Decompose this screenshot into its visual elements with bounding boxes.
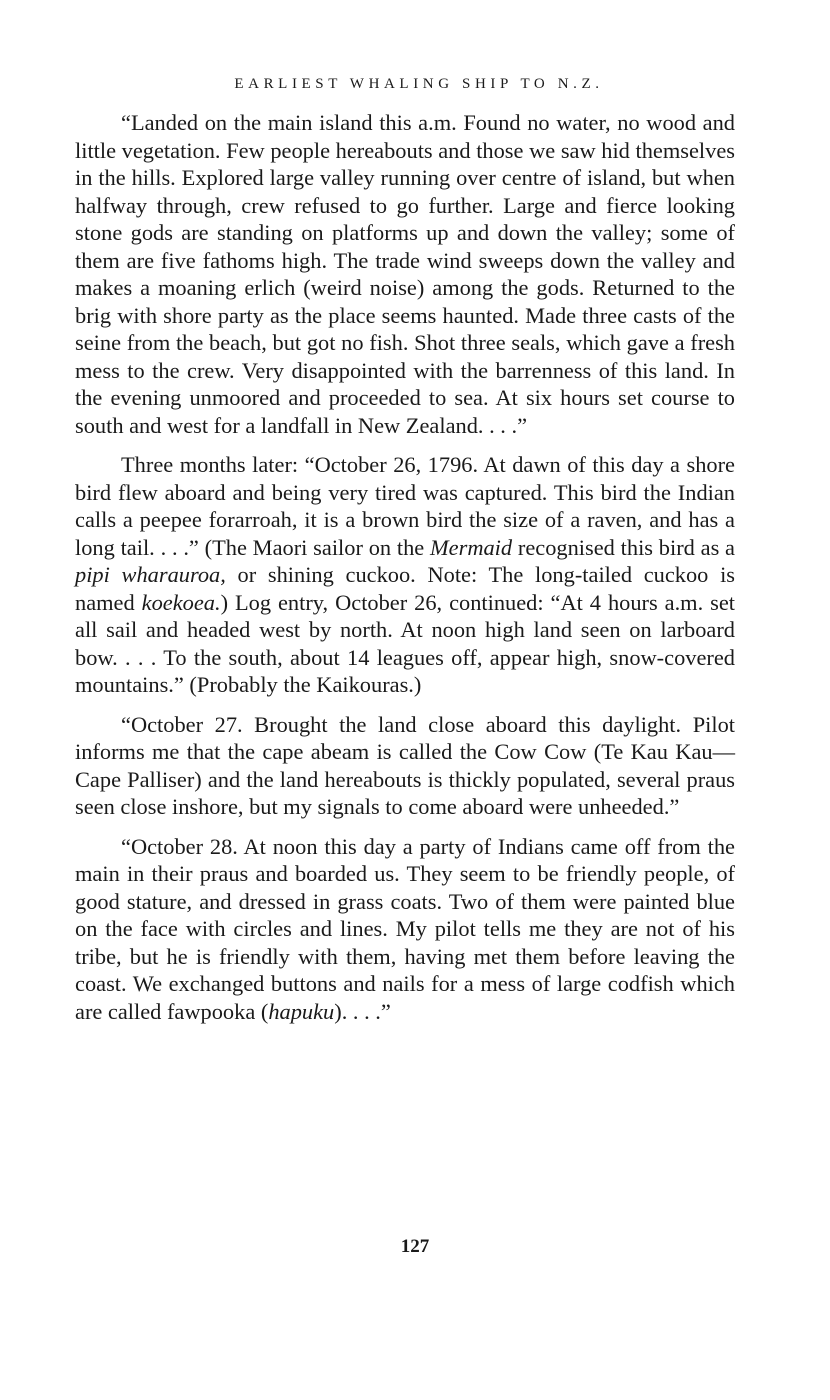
paragraph-1-text: “Landed on the main island this a.m. Found no water, no wood and little vegetation. Few people hereabouts and those we saw hid themselves in the hills. Explored large valley running over centre of island, but when halfway through, crew refused to go further. Large and fierce looking stone gods are standing on platforms up and down the valley; some of them are five fathoms high. The trade wind sweeps down the valley and makes a moaning erlich (weird noise) among the gods. Returned to the brig with shore party as the place seems haunted. Made three casts of the seine from the beach, but got no fish. Shot three seals, which gave a fresh mess to the crew. Very disappointed with the barrenness of this land. In the evening unmoored and proceeded to sea. At six hours set course to south and west for a landfall in New Zealand. . . .” <box>75 110 735 438</box>
paragraph-3-text: “October 27. Brought the land close aboard this daylight. Pilot informs me that the cape abeam is called the Cow Cow (Te Kau Kau—Cape Palliser) and the land hereabouts is thickly populated, several praus seen close inshore, but my signals to come aboard were unheeded.” <box>75 711 735 819</box>
paragraph-4-text-a: “October 28. At noon this day a party of Indians came off from the main in their praus and boarded us. They seem to be friendly people, of good stature, and dressed in grass coats. Two of them were painted blue on the face with circles and lines. My pilot tells me they are not of his tribe, but he is friendly with them, having met them before leaving the coast. We exchanged buttons and nails for a mess of large codfish which are called fawpooka ( <box>75 833 735 1024</box>
paragraph-4 <box>75 833 735 1026</box>
ship-name-italic: Mermaid <box>430 534 513 560</box>
paragraph-2-text-b: recognised this bird as a <box>512 534 735 560</box>
page-number: 127 <box>400 1236 430 1257</box>
paragraph-4-text-b: ). . . .” <box>334 998 391 1024</box>
paragraph-3 <box>75 711 735 821</box>
maori-bird-name-italic: pipi wharauroa, <box>75 562 226 587</box>
running-head: EARLIEST WHALING SHIP TO N.Z. <box>234 76 604 92</box>
cuckoo-name-italic: koekoea. <box>141 589 221 615</box>
fish-name-italic: hapuku <box>268 998 335 1024</box>
paragraph-2-text-a: Three months later: “October 26, 1796. At dawn of this day a shore bird flew aboard and being very tired was captured. This bird the Indian calls a peepee forarroah, it is a brown bird the size of a raven, and has a long tail. . . .” (The Maori sailor on the <box>75 452 735 560</box>
paragraph-2-text-c: or shining cuckoo. Note: The long-tailed cuckoo is named <box>75 562 735 615</box>
paragraph-2-text-d: ) Log entry, October 26, continued: “At 4 hours a.m. set all sail and headed west by north. At noon high land seen on larboard bow. . . . To the south, about 14 leagues off, appear high, snow-covered mountains.” (Probably the Kaikouras.) <box>75 589 736 697</box>
paragraph-2 <box>75 451 735 699</box>
paragraph-1 <box>75 109 735 439</box>
book-page <box>75 76 735 1037</box>
